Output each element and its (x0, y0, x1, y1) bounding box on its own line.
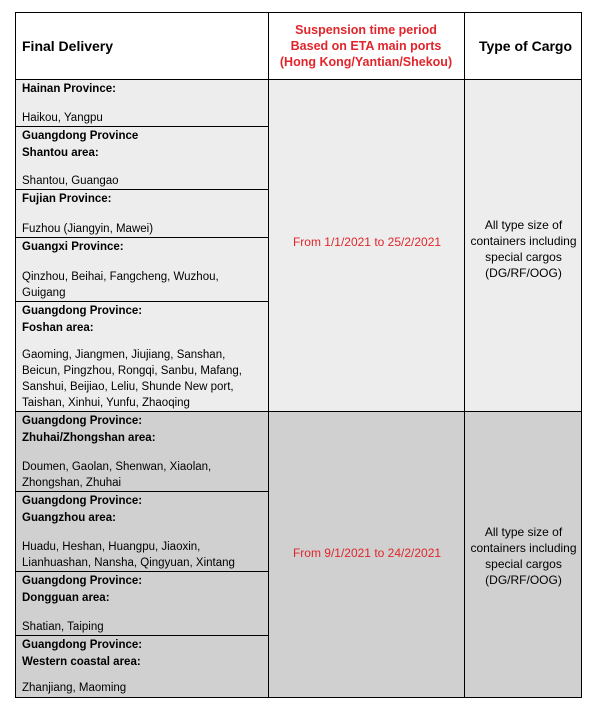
entry-title: Guangdong Province: (22, 639, 143, 651)
entry-detail: Shatian, Taiping (22, 621, 104, 633)
delivery-entry-fujian (16, 190, 269, 238)
entry-title: Guangdong Province: (22, 495, 143, 507)
entry-detail (22, 539, 269, 571)
cargo-line: special cargos (485, 250, 562, 264)
header-suspension-line2: Based on ETA main ports (290, 39, 442, 53)
delivery-entry-guangxi (16, 238, 269, 302)
entry-detail (22, 459, 269, 491)
entry-subtitle: Foshan area: (22, 322, 94, 334)
delivery-entry-zhuhai-zhongshan (16, 412, 269, 492)
entry-subtitle: Dongguan area: (22, 592, 110, 604)
header-suspension-line1: Suspension time period (295, 23, 437, 37)
entry-subtitle: Guangzhou area: (22, 512, 116, 524)
column-divider-1 (268, 13, 269, 697)
entry-detail-line: Sanshui, Beijiao, Leliu, Shunde New port, (22, 381, 234, 393)
cargo-line: All type size of (484, 525, 563, 539)
entry-detail-line: Zhongshan, Zhuhai (22, 477, 122, 489)
entry-detail: Haikou, Yangpu (22, 112, 103, 124)
entry-title: Guangdong Province (22, 130, 139, 142)
entry-detail: Fuzhou (Jiangyin, Mawei) (22, 223, 154, 235)
cargo-line: containers including (470, 234, 577, 248)
entry-title: Guangdong Province: (22, 415, 143, 427)
suspension-table (15, 12, 582, 698)
delivery-entry-foshan (16, 302, 269, 411)
entry-title: Guangxi Province: (22, 241, 124, 253)
entry-subtitle: Shantou area: (22, 147, 99, 159)
cargo-line: special cargos (485, 557, 562, 571)
delivery-entry-dongguan (16, 572, 269, 636)
entry-detail-line: Guigang (22, 287, 66, 299)
cargo-type-1 (466, 217, 581, 281)
entry-subtitle: Western coastal area: (22, 656, 141, 668)
entry-title: Guangdong Province: (22, 305, 143, 317)
entry-detail-line: Qinzhou, Beihai, Fangcheng, Wuzhou, (22, 271, 219, 283)
header-suspension-period (268, 13, 464, 79)
delivery-entry-shantou (16, 127, 269, 190)
header-suspension-line3: (Hong Kong/Yantian/Shekou) (279, 55, 453, 69)
cargo-line: containers including (470, 541, 577, 555)
cargo-line: (DG/RF/OOG) (485, 266, 562, 280)
entry-title: Guangdong Province: (22, 575, 143, 587)
entry-title: Fujian Province: (22, 193, 112, 205)
entry-detail (22, 347, 269, 411)
entry-subtitle: Zhuhai/Zhongshan area: (22, 432, 156, 444)
suspension-period-2: From 9/1/2021 to 24/2/2021 (292, 546, 442, 560)
cargo-type-2 (466, 524, 581, 588)
entry-detail: Shantou, Guangao (22, 175, 119, 187)
entry-detail-line: Lianhuashan, Nansha, Qingyuan, Xintang (22, 557, 235, 569)
entry-detail-line: Huadu, Heshan, Huangpu, Jiaoxin, (22, 541, 201, 553)
entry-detail (22, 269, 269, 301)
delivery-entry-hainan (16, 80, 269, 127)
group-2-rows (16, 411, 581, 697)
cargo-line: (DG/RF/OOG) (485, 573, 562, 587)
cargo-line: All type size of (484, 218, 563, 232)
table-header-row (16, 13, 581, 80)
entry-detail-line: Doumen, Gaolan, Shenwan, Xiaolan, (22, 461, 212, 473)
entry-detail-line: Gaoming, Jiangmen, Jiujiang, Sanshan, (22, 349, 226, 361)
column-divider-2 (464, 13, 465, 697)
group-1-rows (16, 80, 581, 411)
entry-title: Hainan Province: (22, 83, 116, 95)
suspension-period-1: From 1/1/2021 to 25/2/2021 (292, 235, 442, 249)
entry-detail-line: Beicun, Pingzhou, Rongqi, Sanbu, Mafang, (22, 365, 242, 377)
entry-detail-line: Taishan, Xinhui, Yunfu, Zhaoqing (22, 397, 190, 409)
entry-detail: Zhanjiang, Maoming (22, 682, 127, 694)
delivery-entry-guangzhou (16, 492, 269, 572)
header-type-of-cargo: Type of Cargo (478, 38, 573, 54)
delivery-entry-western-coastal (16, 636, 269, 696)
header-final-delivery: Final Delivery (22, 38, 114, 54)
